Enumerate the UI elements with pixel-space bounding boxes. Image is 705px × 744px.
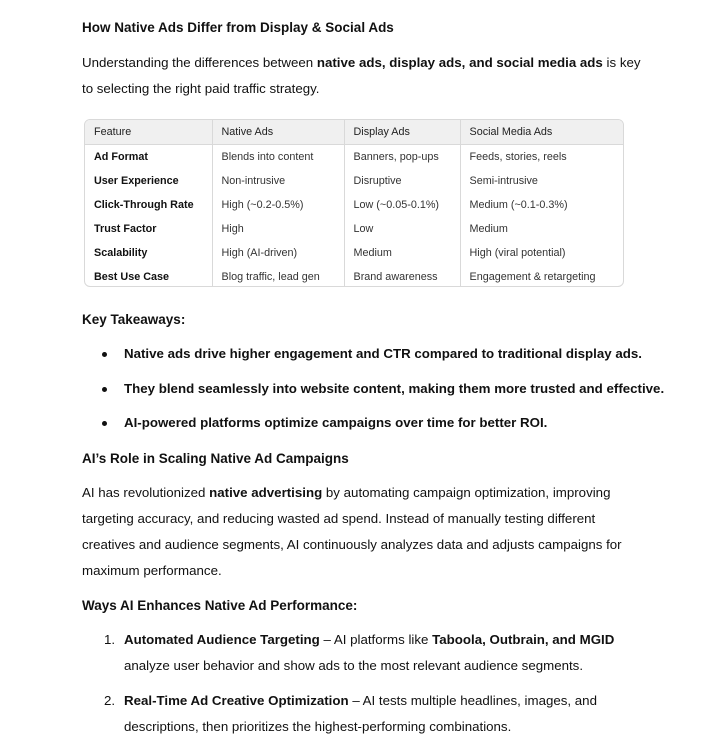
intro-paragraph xyxy=(82,50,642,102)
header-display-ads: Display Ads xyxy=(344,120,460,145)
section-heading-native-vs-display: How Native Ads Differ from Display & Social Ads xyxy=(82,20,394,35)
header-social-media-ads: Social Media Ads xyxy=(460,120,623,145)
table-cell: Low xyxy=(344,217,460,241)
table-cell: Medium xyxy=(344,241,460,265)
table-cell: Medium xyxy=(460,217,623,241)
table-row xyxy=(85,265,623,287)
table-cell: Semi-intrusive xyxy=(460,169,623,193)
list-item xyxy=(82,688,642,740)
ai-role-text-end: by automating campaign optimization, improving targeting accuracy, and reducing wasted ad spend. Instead of manually testing different creatives and audience segments, AI continuously analyzes data and adjusts campaigns for maximum performance. xyxy=(82,485,622,578)
ai-role-paragraph xyxy=(82,480,642,584)
table-cell: Low (~0.05-0.1%) xyxy=(344,193,460,217)
list-number: 2. xyxy=(104,693,116,708)
table-cell: Blog traffic, lead gen xyxy=(212,265,344,287)
table-cell: Brand awareness xyxy=(344,265,460,287)
intro-text: Understanding the differences between xyxy=(82,55,317,70)
bullet-icon xyxy=(102,352,107,357)
section-heading-ai-role: AI’s Role in Scaling Native Ad Campaigns xyxy=(82,451,349,466)
table-cell: User Experience xyxy=(94,175,179,187)
table-cell: Scalability xyxy=(94,247,148,259)
table-row xyxy=(85,241,623,265)
list-item-bold-inline: Taboola, Outbrain, and MGID xyxy=(432,632,615,647)
table-row xyxy=(85,145,623,170)
list-item xyxy=(82,409,664,444)
ways-ai-list xyxy=(82,627,642,740)
table-cell: Non-intrusive xyxy=(212,169,344,193)
list-item-text: – AI platforms like xyxy=(319,632,433,647)
table-cell: High (viral potential) xyxy=(460,241,623,265)
header-native-ads: Native Ads xyxy=(212,120,344,145)
list-number: 1. xyxy=(104,632,116,647)
list-item-text: – AI tests multiple headlines, images, and descriptions, then prioritizes the highest-performing combinations. xyxy=(124,693,597,734)
list-item xyxy=(82,340,664,375)
table-header-row xyxy=(85,120,623,145)
table-cell: Click-Through Rate xyxy=(94,199,194,211)
table-row xyxy=(85,217,623,241)
table-row xyxy=(85,193,623,217)
ways-ai-heading: Ways AI Enhances Native Ad Performance: xyxy=(82,598,358,613)
table-cell: Blends into content xyxy=(212,145,344,170)
table-cell: Trust Factor xyxy=(94,223,157,235)
table-cell: Ad Format xyxy=(94,151,148,163)
table-cell: Engagement & retargeting xyxy=(460,265,623,287)
intro-text-end: is key to selecting the right paid traffic strategy. xyxy=(82,55,641,96)
list-item-text: They blend seamlessly into website content, making them more trusted and effective. xyxy=(124,380,665,396)
list-item xyxy=(82,375,664,410)
table-cell: Medium (~0.1-0.3%) xyxy=(460,193,623,217)
intro-bold-text: native ads, display ads, and social media ads xyxy=(316,55,603,70)
bullet-icon xyxy=(102,421,107,426)
list-item xyxy=(82,627,642,679)
header-feature: Feature xyxy=(94,126,132,138)
table-cell: Best Use Case xyxy=(94,271,170,283)
table-cell: Disruptive xyxy=(344,169,460,193)
key-takeaways-heading: Key Takeaways: xyxy=(82,312,186,327)
table-cell: Feeds, stories, reels xyxy=(460,145,623,170)
bullet-icon xyxy=(102,387,107,392)
list-item-bold: Real-Time Ad Creative Optimization xyxy=(124,693,349,708)
list-item-text: Native ads drive higher engagement and CTR compared to traditional display ads. xyxy=(124,346,642,361)
ai-role-bold-text: native advertising xyxy=(209,485,323,500)
table-cell: Banners, pop-ups xyxy=(344,145,460,170)
list-item-text-end: analyze user behavior and show ads to the most relevant audience segments. xyxy=(124,658,584,673)
list-item-bold: Automated Audience Targeting xyxy=(124,632,320,647)
table-row xyxy=(85,169,623,193)
key-takeaways-list xyxy=(82,340,664,444)
table-cell: High (~0.2-0.5%) xyxy=(212,193,344,217)
table-cell: High xyxy=(212,217,344,241)
ai-role-text: AI has revolutionized xyxy=(82,485,210,500)
comparison-table xyxy=(84,119,624,287)
list-item-text: AI-powered platforms optimize campaigns over time for better ROI. xyxy=(124,415,548,430)
table-cell: High (AI-driven) xyxy=(212,241,344,265)
